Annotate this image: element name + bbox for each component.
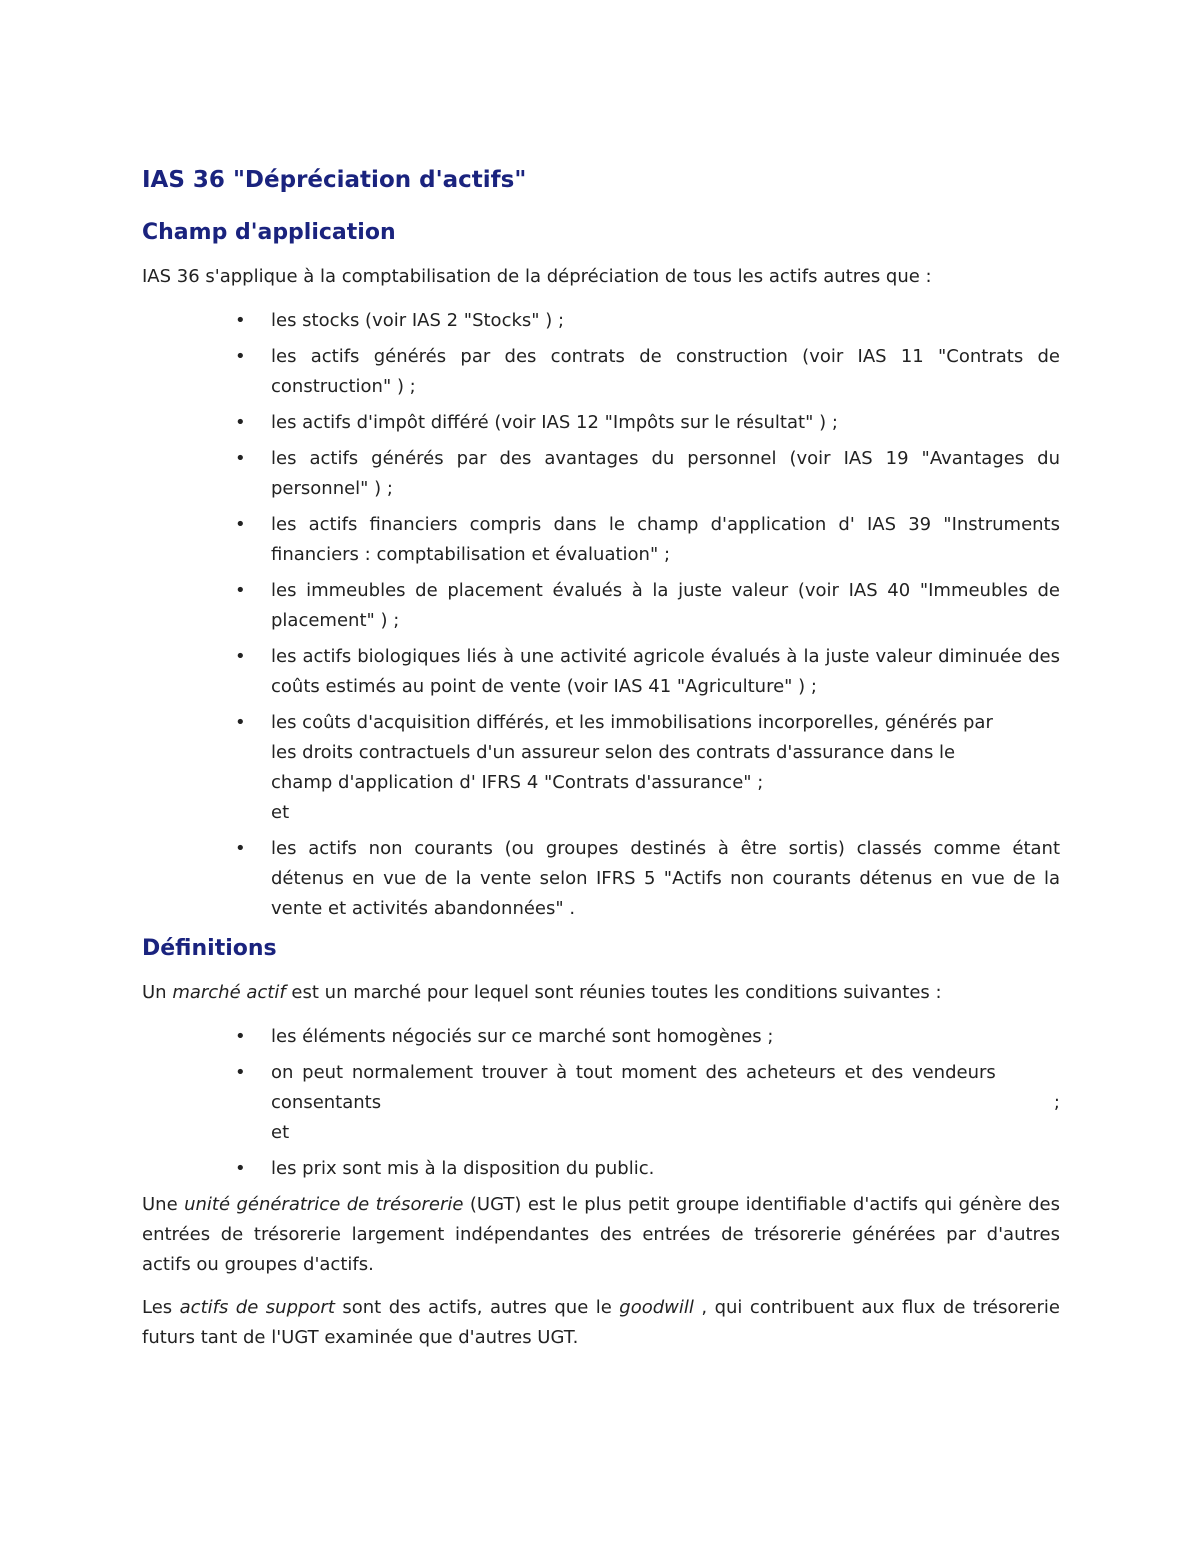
scope-item-text: les actifs non courants (ou groupes destinés à être sortis) classés comme étant détenus en vue de la vente selon IFRS 5 "Actifs non courants détenus en vue de la vente et activités abandonnées" . bbox=[271, 838, 1060, 919]
scope-heading: Champ d'application bbox=[142, 220, 396, 245]
scope-intro: IAS 36 s'applique à la comptabilisation de la dépréciation de tous les actifs autres que : bbox=[142, 266, 932, 287]
ugt-term: unité génératrice de trésorerie bbox=[184, 1194, 464, 1215]
market-term: marché actif bbox=[172, 982, 286, 1003]
scope-item bbox=[142, 342, 1060, 402]
market-condition-line bbox=[271, 1058, 1060, 1088]
scope-item bbox=[142, 510, 1060, 570]
scope-item bbox=[142, 408, 1060, 438]
document-title: IAS 36 "Dépréciation d'actifs" bbox=[142, 167, 527, 193]
market-intro-end: est un marché pour lequel sont réunies toutes les conditions suivantes : bbox=[285, 982, 942, 1003]
market-condition-text: ; bbox=[1053, 1092, 1060, 1113]
scope-list bbox=[142, 306, 1060, 924]
scope-item-line: les coûts d'acquisition différés, et les immobilisations incorporelles, générés par bbox=[271, 712, 993, 733]
market-definition bbox=[142, 978, 1060, 1008]
market-conditions-list bbox=[142, 1022, 1060, 1184]
bullet-icon: • bbox=[235, 838, 246, 859]
market-condition-item bbox=[142, 1022, 1060, 1052]
bullet-icon: • bbox=[235, 580, 246, 601]
bullet-icon: • bbox=[235, 646, 246, 667]
document-page bbox=[142, 160, 1060, 1353]
scope-item-text: les actifs générés par des contrats de construction (voir IAS 11 "Contrats de construction" ) ; bbox=[271, 346, 1060, 397]
bullet-icon: • bbox=[235, 346, 246, 367]
scope-item-text: les immeubles de placement évalués à la juste valeur (voir IAS 40 "Immeubles de placement" ) ; bbox=[271, 580, 1060, 631]
ugt-definition bbox=[142, 1190, 1060, 1280]
definitions-heading: Définitions bbox=[142, 936, 277, 961]
bullet-icon: • bbox=[235, 1158, 246, 1179]
market-condition-item bbox=[142, 1154, 1060, 1184]
scope-item bbox=[142, 444, 1060, 504]
bullet-icon: • bbox=[235, 412, 246, 433]
market-condition-text: consentants bbox=[271, 1092, 382, 1113]
support-assets-definition bbox=[142, 1293, 1060, 1353]
market-condition-item bbox=[142, 1058, 1060, 1148]
ugt-text: (UGT) est le plus petit groupe identifiable d'actifs qui génère des entrées de trésorerie largement indépendantes des entrées de trésorerie générées par d'autres actifs ou groupes d'actifs. bbox=[142, 1194, 1060, 1275]
scope-item-text: les actifs générés par des avantages du personnel (voir IAS 19 "Avantages du personnel" ) ; bbox=[271, 448, 1060, 499]
scope-item bbox=[142, 708, 1060, 828]
ugt-intro: Une bbox=[142, 1194, 185, 1215]
scope-item bbox=[142, 306, 1060, 336]
support-term: actifs de support bbox=[179, 1297, 335, 1318]
market-intro-start: Un bbox=[142, 982, 173, 1003]
support-intro: Les bbox=[142, 1297, 180, 1318]
support-text-end: , qui contribuent aux flux de trésorerie futurs tant de l'UGT examinée que d'autres UGT. bbox=[142, 1297, 1060, 1348]
goodwill-term: goodwill bbox=[619, 1297, 694, 1318]
bullet-icon: • bbox=[235, 1026, 246, 1047]
scope-item-text: les stocks (voir IAS 2 "Stocks" ) ; bbox=[271, 310, 565, 331]
bullet-icon: • bbox=[235, 1062, 246, 1083]
scope-item-text: les actifs d'impôt différé (voir IAS 12 "Impôts sur le résultat" ) ; bbox=[271, 412, 838, 433]
market-condition-text: les éléments négociés sur ce marché sont homogènes ; bbox=[271, 1026, 774, 1047]
scope-item-line: et bbox=[271, 802, 290, 823]
scope-item-line: les droits contractuels d'un assureur selon des contrats d'assurance dans le bbox=[271, 742, 956, 763]
bullet-icon: • bbox=[235, 448, 246, 469]
scope-item bbox=[142, 834, 1060, 924]
scope-item bbox=[142, 576, 1060, 636]
support-text: sont des actifs, autres que le bbox=[334, 1297, 620, 1318]
bullet-icon: • bbox=[235, 310, 246, 331]
scope-item-text: les actifs biologiques liés à une activité agricole évalués à la juste valeur diminuée des coûts estimés au point de vente (voir IAS 41 "Agriculture" ) ; bbox=[271, 646, 1060, 697]
market-condition-line: et bbox=[271, 1122, 290, 1143]
scope-item-text: les actifs financiers compris dans le champ d'application d' IAS 39 "Instruments financiers : comptabilisation et évaluation" ; bbox=[271, 514, 1060, 565]
market-condition-line bbox=[271, 1088, 1060, 1118]
bullet-icon: • bbox=[235, 514, 246, 535]
scope-item bbox=[142, 642, 1060, 702]
scope-item-line: champ d'application d' IFRS 4 "Contrats d'assurance" ; bbox=[271, 772, 764, 793]
market-condition-text: les prix sont mis à la disposition du public. bbox=[271, 1158, 655, 1179]
market-condition-text: on peut normalement trouver à tout moment des acheteurs et des vendeurs bbox=[271, 1062, 996, 1083]
bullet-icon: • bbox=[235, 712, 246, 733]
